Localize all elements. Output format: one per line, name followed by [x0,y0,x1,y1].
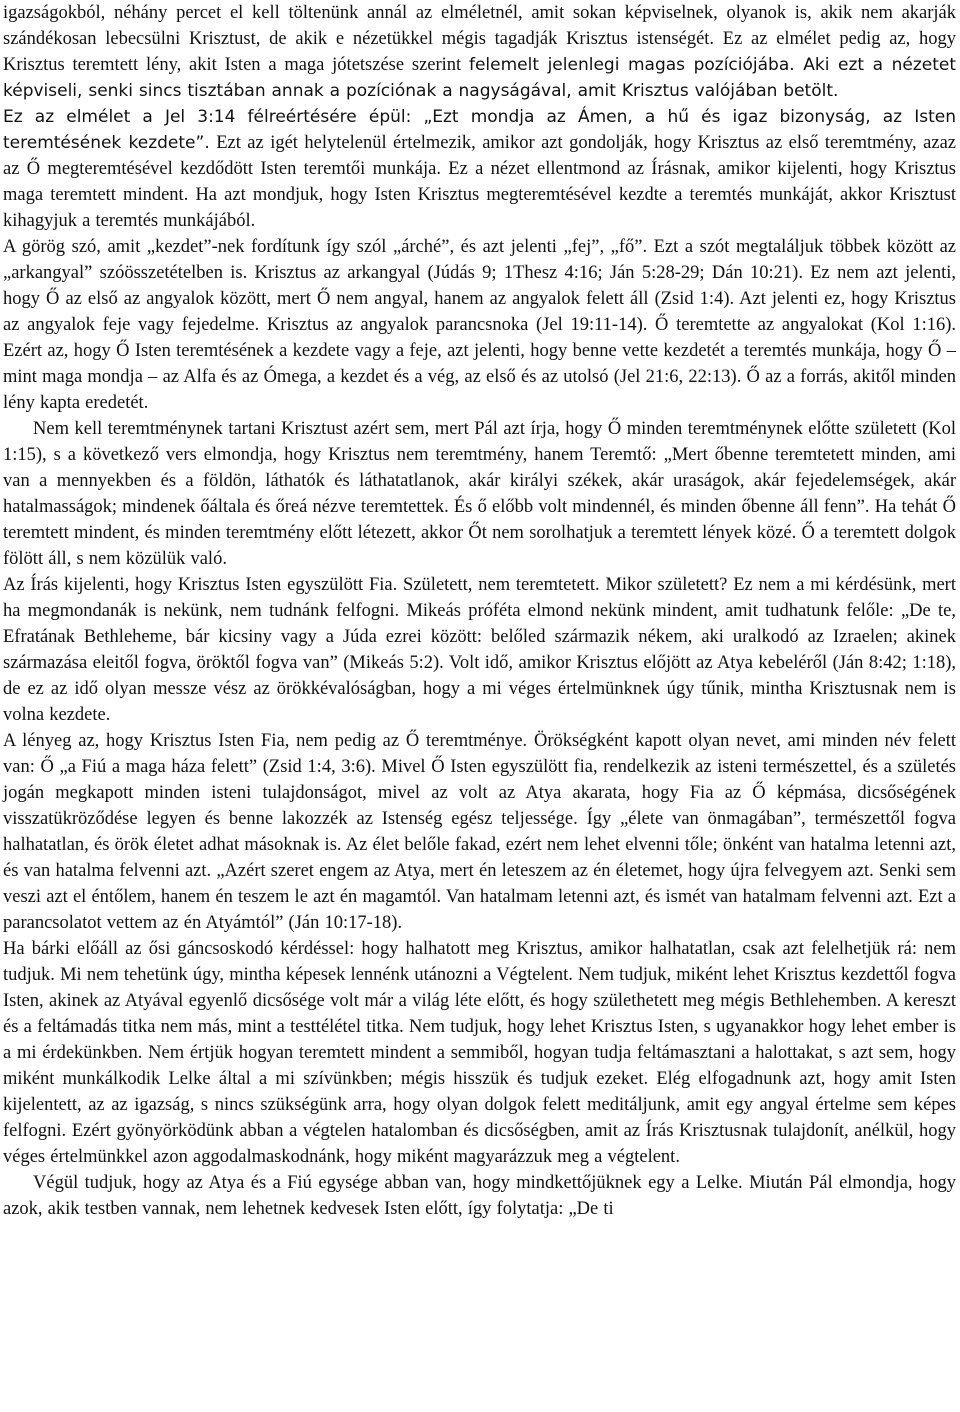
paragraph-p1-segment: felemelt jelenlegi magas pozíciójába. Aki ezt a nézetet képviseli, senki sincs tisztában annak a pozíciónak a nagyságával, amit Krisztus valójában betölt. [3,55,956,101]
paragraph-p5: Az Írás kijelenti, hogy Krisztus Isten egyszülött Fia. Született, nem teremtetett. Mikor született? Ez nem a mi kérdésünk, mert ha megmondanák is nekünk, nem tudnánk felfogni. Mikeás próféta elmond nekünk mindent, amit tudhatunk felőle: „De te, Efratának Bethleheme, bár kicsiny vagy a Júda ezrei között: belőled származik nékem, aki uralkodó az Izraelen; akinek származása eleitől fogva, öröktől fogva van” (Mikeás 5:2). Volt idő, amikor Krisztus előjött az Atya kebeléről (Ján 8:42; 1:18), de ez az idő olyan messze vész az örökkévalóságban, hogy a mi véges értelmünknek úgy tűnik, mintha Krisztusnak nem is volna kezdete. [3,575,956,725]
paragraph-p3: A görög szó, amit „kezdet”-nek fordítunk így szól „árché”, és azt jelenti „fej”, „fő”. Ezt a szót megtaláljuk többek között az „arkangyal” szóösszetételben is. Krisztus az arkangyal (Júdás 9; 1Thesz 4:16; Ján 5:28-29; Dán 10:21). Ez nem azt jelenti, hogy Ő az első az angyalok között, mert Ő nem angyal, hanem az angyalok felett áll (Zsid 1:4). Azt jelenti ez, hogy Krisztus az angyalok feje vagy fejedelme. Krisztus az angyalok parancsnoka (Jel 19:11-14). Ő teremtette az angyalokat (Kol 1:16). Ezért az, hogy Ő Isten teremtésének a kezdete vagy a feje, azt jelenti, hogy benne vette kezdetét a teremtés munkája, hogy Ő – mint maga mondja – az Alfa és az Ómega, a kezdet és a vég, az első és az utolsó (Jel 21:6, 22:13). Ő az a forrás, akitől minden lény kapta eredetét. [3,237,956,413]
paragraph-p6: A lényeg az, hogy Krisztus Isten Fia, nem pedig az Ő teremtménye. Örökségként kapott olyan nevet, ami minden név felett van: Ő „a Fiú a maga háza felett” (Zsid 1:4, 3:6). Mivel Ő Isten egyszülött fia, rendelkezik az isteni természettel, és a születés jogán megkapott minden isteni tulajdonságot, mivel az volt az Atya akarata, hogy Fia az Ő képmása, dicsőségének visszatükröződése legyen és benne lakozzék az Istenség egész teljessége. Így „élete van önmagában”, természettől fogva halhatatlan, és örök életet adhat másoknak is. Az élet belőle fakad, ezért nem lehet elvenni tőle; önként van hatalma letenni azt, és van hatalma felvenni azt. „Azért szeret engem az Atya, mert én leteszem az én életemet, hogy újra felvegyem azt. Senki sem veszi azt el éntőlem, hanem én teszem le azt én magamtól. Van hatalmam letenni azt, és ismét van hatalmam felvenni azt. Ezt a parancsolatot vettem az én Atyámtól” (Ján 10:17-18). [3,731,956,933]
paragraph-p1-segment: igazságokból, néhány percet el kell töltenünk annál az elméletnél, amit sokan képviselnek, olyanok is, akik nem akarják szándékosan lebecsülni Krisztust, de akik e nézetükkel mégis tagadják Krisztus istenségét. Ez az elmélet pedig az, hogy Krisztus teremtett lény, akit Isten a maga jótetszése szerint [3,3,956,75]
paragraph-p8: Végül tudjuk, hogy az Atya és a Fiú egysége abban van, hogy mindkettőjüknek egy a Lelke. Miután Pál elmondja, hogy azok, akik testben vannak, nem lehetnek kedvesek Isten előtt, így folytatja: „De ti [3,1173,956,1219]
paragraph-p1 [3,0,956,104]
paragraph-p7: Ha bárki előáll az ősi gáncsoskodó kérdéssel: hogy halhatott meg Krisztus, amikor halhatatlan, csak azt felelhetjük rá: nem tudjuk. Mi nem tehetünk úgy, mintha képesek lennénk utánozni a Végtelent. Nem tudjuk, miként lehet Krisztus kezdettől fogva Isten, akinek az Atyával egyenlő dicsősége volt már a világ léte előtt, és hogy születhetett meg mégis Bethlehemben. A kereszt és a feltámadás titka nem más, mint a testtélétel titka. Nem tudjuk, hogy lehet Krisztus Isten, s ugyanakkor hogy lehet ember is a mi érdekünkben. Nem értjük hogyan teremtett mindent a semmiből, hogyan tudja feltámasztani a halottakat, s azt sem, hogy miként munkálkodik Lelke által a mi szívünkben; mégis hisszük és tudjuk ezeket. Elég elfogadnunk azt, hogy amit Isten kijelentett, az az igazság, s nincs szükségünk arra, hogy olyan dolgok felett meditáljunk, amit egy angyal értelme sem képes felfogni. Ezért gyönyörködünk abban a végtelen hatalomban és dicsőségben, amit az Írás Krisztusnak tulajdonít, anélkül, hogy véges értelmünkkel azon aggodalmaskodnánk, hogy miként magyarázzuk meg a végtelent. [3,939,956,1167]
paragraph-p4: Nem kell teremtménynek tartani Krisztust azért sem, mert Pál azt írja, hogy Ő minden teremtménynek előtte született (Kol 1:15), s a következő vers elmondja, hogy Krisztus nem teremtmény, hanem Teremtő: „Mert őbenne teremtetett minden, ami van a mennyekben és a földön, láthatók és láthatatlanok, akár királyi székek, akár uraságok, akár fejedelemségek, akár hatalmasságok; mindenek őáltala és őreá nézve teremtettek. És ő előbb volt mindennél, és minden őbenne áll fenn”. Ha tehát Ő teremtett mindent, és minden teremtmény előtt létezett, akkor Őt nem sorolhatjuk a teremtett lények közé. Ő a teremtett dolgok fölött áll, s nem közülük való. [3,419,956,569]
paragraph-p2 [3,104,956,234]
paragraph-p2-segment: Ez az elmélet a Jel 3:14 félreértésére épül: „Ezt mondja az Ámen, a hű és igaz bizonyság, az Isten teremtésének kezdete”. [3,107,956,153]
paragraph-p2-segment: Ezt az igét helytelenül értelmezik, amikor azt gondolják, hogy Krisztus az első teremtmény, azaz az Ő megteremtésével kezdődött Isten teremtői munkája. Ez a nézet ellentmond az Írásnak, amikor kijelenti, hogy Krisztus maga teremtett mindent. Ha azt mondjuk, hogy Isten Krisztus megteremtésével kezdte a teremtés munkáját, akkor Krisztust kihagyjuk a teremtés munkájából. [3,133,956,231]
